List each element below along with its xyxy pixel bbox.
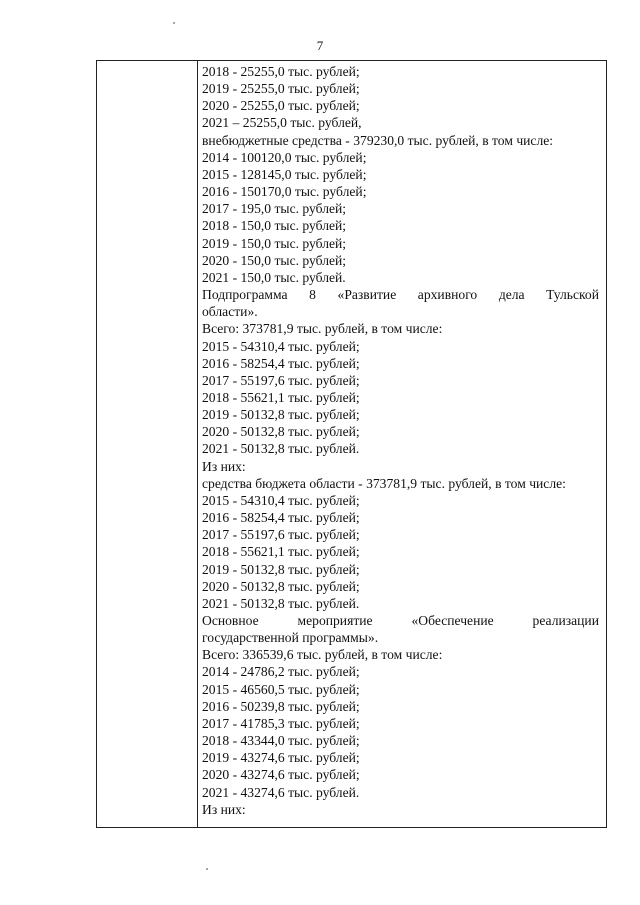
text-line: 2020 - 150,0 тыс. рублей; <box>202 252 347 268</box>
text-line: области». <box>202 304 258 320</box>
main-activity-heading: Основное мероприятие «Обеспечение реализации <box>202 613 599 628</box>
text-line: 2021 - 150,0 тыс. рублей. <box>202 269 346 285</box>
table-left-cell <box>97 61 197 827</box>
page-number: 7 <box>316 38 324 53</box>
program-funding-table <box>96 60 607 828</box>
text-line: 2021 - 50132,8 тыс. рублей. <box>202 595 360 611</box>
text-line: 2016 - 50239,8 тыс. рублей; <box>202 698 360 714</box>
text-line: 2021 – 25255,0 тыс. рублей, <box>202 115 362 131</box>
text-line: 2015 - 54310,4 тыс. рублей; <box>202 492 360 508</box>
text-line: 2020 - 50132,8 тыс. рублей; <box>202 578 360 594</box>
text-line: 2020 - 43274,6 тыс. рублей; <box>202 767 360 783</box>
text-line: 2014 - 24786,2 тыс. рублей; <box>202 664 360 680</box>
text-line: 2018 - 55621,1 тыс. рублей; <box>202 544 360 560</box>
text-line: 2016 - 58254,4 тыс. рублей; <box>202 510 360 526</box>
text-line: 2017 - 55197,6 тыс. рублей; <box>202 372 360 388</box>
text-line: 2019 - 43274,6 тыс. рублей; <box>202 750 360 766</box>
text-line: 2015 - 46560,5 тыс. рублей; <box>202 681 360 697</box>
text-line: 2018 - 43344,0 тыс. рублей; <box>202 733 360 749</box>
text-line: 2017 - 55197,6 тыс. рублей; <box>202 527 360 543</box>
text-line: 2019 - 50132,8 тыс. рублей; <box>202 561 360 577</box>
text-line: 2015 - 128145,0 тыс. рублей; <box>202 166 367 182</box>
text-line: 2014 - 100120,0 тыс. рублей; <box>202 149 367 165</box>
scan-speck <box>173 22 175 24</box>
text-line: 2017 - 195,0 тыс. рублей; <box>202 201 347 217</box>
text-line: Всего: 336539,6 тыс. рублей, в том числе: <box>202 647 443 663</box>
subprogram-heading: Подпрограмма 8 «Развитие архивного дела Тульской <box>202 287 599 303</box>
text-line: 2019 - 150,0 тыс. рублей; <box>202 235 347 251</box>
text-line: 2019 - 25255,0 тыс. рублей; <box>202 81 360 97</box>
text-line: Из них: <box>202 801 246 817</box>
column-divider <box>197 61 198 827</box>
text-line: 2017 - 41785,3 тыс. рублей; <box>202 715 360 731</box>
text-line: 2016 - 150170,0 тыс. рублей; <box>202 184 367 200</box>
text-line: 2018 - 25255,0 тыс. рублей; <box>202 64 360 79</box>
text-line: Всего: 373781,9 тыс. рублей, в том числе: <box>202 321 443 337</box>
text-line: 2018 - 55621,1 тыс. рублей; <box>202 389 360 405</box>
text-line: 2015 - 54310,4 тыс. рублей; <box>202 338 360 354</box>
text-line: 2016 - 58254,4 тыс. рублей; <box>202 355 360 371</box>
text-line: 2019 - 50132,8 тыс. рублей; <box>202 407 360 423</box>
text-line: внебюджетные средства - 379230,0 тыс. рублей, в том числе: <box>202 132 554 148</box>
text-line: 2020 - 25255,0 тыс. рублей; <box>202 98 360 114</box>
text-line: 2021 - 43274,6 тыс. рублей. <box>202 784 360 800</box>
text-line: государственной программы». <box>202 630 379 646</box>
text-line: 2018 - 150,0 тыс. рублей; <box>202 218 347 234</box>
text-line: 2020 - 50132,8 тыс. рублей; <box>202 424 360 440</box>
text-line: Из них: <box>202 458 246 474</box>
funding-text-cell <box>202 63 599 818</box>
text-line: 2021 - 50132,8 тыс. рублей. <box>202 441 360 457</box>
scan-speck <box>206 868 208 870</box>
text-line: средства бюджета области - 373781,9 тыс. рублей, в том числе: <box>202 475 566 491</box>
